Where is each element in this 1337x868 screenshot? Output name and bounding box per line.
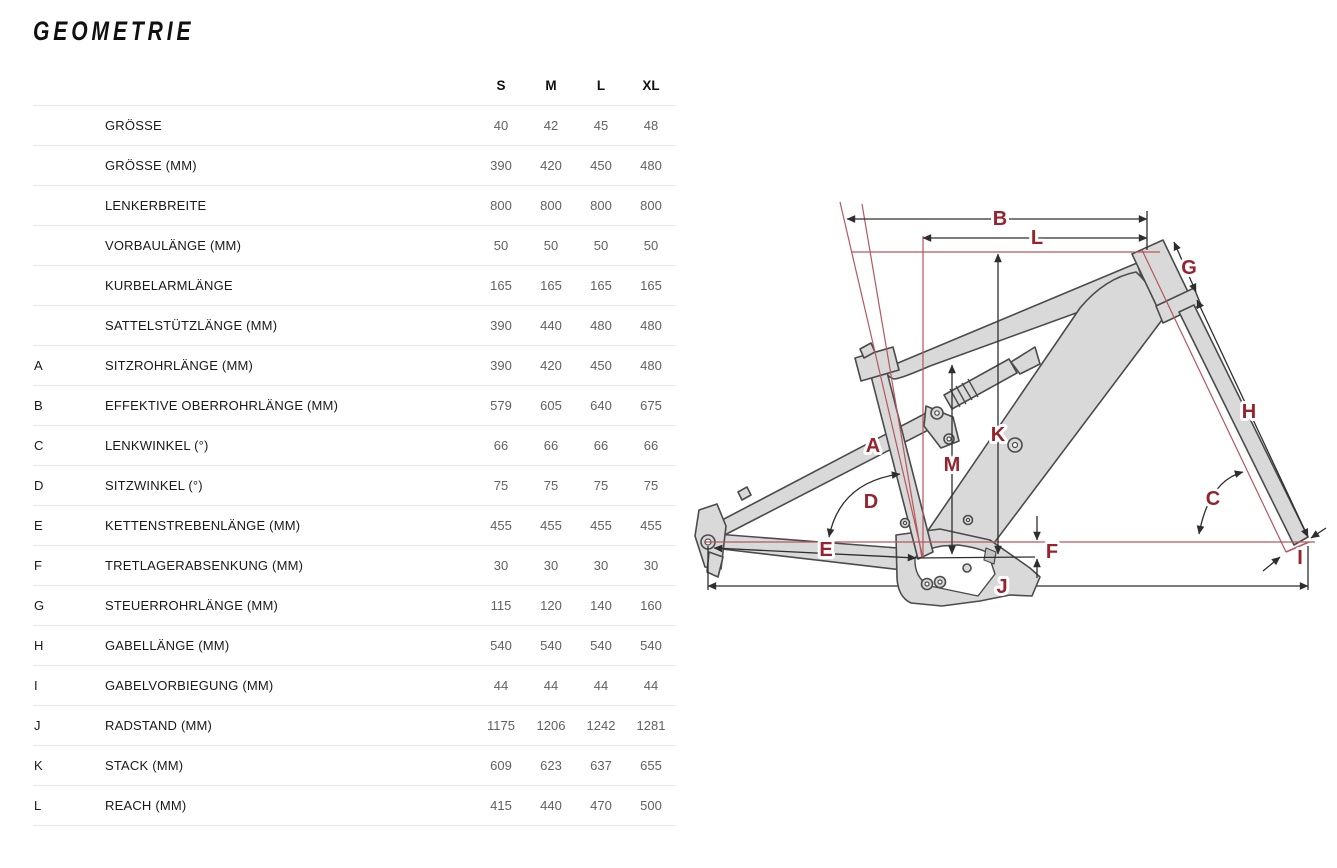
row-letter: H [34,638,44,653]
row-value-xl: 48 [643,118,659,133]
row-value-m: 440 [540,318,562,333]
row-label: LENKWINKEL (°) [105,438,209,453]
row-value-m: 120 [540,598,562,613]
diagram-label-B: B [992,208,1008,230]
row-value-s: 165 [490,278,512,293]
row-letter: J [34,718,41,733]
row-value-m: 1206 [536,718,566,733]
row-value-xl: 1281 [636,718,666,733]
row-letter: K [34,758,43,773]
header-size-s: S [496,77,506,93]
row-letter: A [34,358,43,373]
row-value-s: 1175 [487,718,515,733]
table-row [33,266,676,306]
dim-leader-I-upper [1311,528,1326,538]
row-letter: F [34,558,42,573]
row-value-l: 1242 [586,718,616,733]
diagram-label-C: C [1205,488,1221,510]
diagram-label-J: J [996,576,1008,598]
row-label: GRÖSSE (MM) [105,158,197,173]
table-row [33,306,676,346]
row-value-xl: 800 [640,198,662,213]
row-value-l: 450 [590,358,612,373]
row-label: RADSTAND (MM) [105,718,213,733]
row-value-xl: 675 [640,398,662,413]
row-value-xl: 480 [640,318,662,333]
header-size-m: M [545,77,557,93]
table-row [33,666,676,706]
table-row [33,466,676,506]
diagram-label-H: H [1241,401,1257,423]
row-value-l: 44 [593,678,609,693]
row-value-xl: 30 [643,558,659,573]
row-value-m: 420 [540,358,562,373]
row-label: EFFEKTIVE OBERROHRLÄNGE (MM) [105,398,339,413]
diagram-label-F: F [1045,541,1059,563]
row-value-s: 415 [490,798,512,813]
row-value-l: 640 [590,398,612,413]
row-letter: L [34,798,42,813]
row-letter: C [34,438,44,453]
row-value-xl: 500 [640,798,662,813]
row-value-m: 605 [540,398,562,413]
diagram-label-A: A [865,435,881,457]
row-value-s: 609 [490,758,512,773]
row-value-m: 540 [540,638,562,653]
table-header-row [33,65,676,106]
row-value-s: 800 [490,198,512,213]
row-label: VORBAULÄNGE (MM) [105,238,242,253]
row-value-l: 480 [590,318,612,333]
row-value-m: 42 [543,118,559,133]
table-row [33,386,676,426]
motor-bottom-bolt-2-center [938,580,942,584]
table-row [33,146,676,186]
row-value-l: 800 [590,198,612,213]
geometry-table [33,65,676,826]
diagram-label-I: I [1297,547,1303,569]
row-letter: B [34,398,43,413]
row-label: LENKERBREITE [105,198,207,213]
row-value-m: 75 [543,478,559,493]
rocker-bolt-center [935,411,939,415]
header-size-xl: XL [642,77,660,93]
row-value-m: 165 [540,278,562,293]
row-value-s: 66 [493,438,509,453]
rocker-bolt-2-center [947,437,951,441]
table-row [33,346,676,386]
diagram-label-L: L [1030,227,1044,249]
row-value-l: 140 [590,598,612,613]
row-value-m: 800 [540,198,562,213]
row-value-m: 30 [543,558,559,573]
row-value-l: 30 [593,558,609,573]
row-value-m: 66 [543,438,559,453]
row-value-m: 44 [543,678,559,693]
row-label: STEUERROHRLÄNGE (MM) [105,598,279,613]
header-size-l: L [596,77,606,93]
row-label: GABELVORBIEGUNG (MM) [105,678,274,693]
motor-bolt [963,564,971,572]
derailleur-hanger [707,552,723,577]
motor-bottom-bolt-center [925,582,929,586]
row-label: GRÖSSE [105,118,162,133]
row-label: SITZROHRLÄNGE (MM) [105,358,254,373]
row-label: TRETLAGERABSENKUNG (MM) [105,558,304,573]
table-row [33,506,676,546]
row-value-l: 45 [593,118,609,133]
table-row [33,226,676,266]
row-value-xl: 75 [643,478,659,493]
ref-line-seat-tube-axis [840,202,923,558]
row-value-m: 50 [543,238,559,253]
row-label: REACH (MM) [105,798,187,813]
row-label: GABELLÄNGE (MM) [105,638,230,653]
motor-pivot-bolt-2-center [966,518,969,521]
row-value-s: 30 [493,558,509,573]
table-row [33,186,676,226]
chainstay-tube [703,533,902,570]
row-value-s: 115 [490,598,512,613]
table-row [33,586,676,626]
row-value-s: 44 [493,678,509,693]
bike-geometry-diagram [690,180,1337,630]
row-value-xl: 66 [643,438,659,453]
row-value-xl: 480 [640,358,662,373]
row-value-m: 440 [540,798,562,813]
table-row [33,746,676,786]
row-label: SATTELSTÜTZLÄNGE (MM) [105,318,278,333]
table-row [33,106,676,146]
diagram-label-G: G [1181,257,1197,279]
row-value-xl: 480 [640,158,662,173]
page-title: GEOMETRIE [33,16,195,46]
row-value-xl: 455 [640,518,662,533]
table-row [33,786,676,826]
row-value-l: 50 [593,238,609,253]
row-value-l: 75 [593,478,609,493]
table-row [33,626,676,666]
row-value-s: 540 [490,638,512,653]
row-value-l: 540 [590,638,612,653]
diagram-label-M: M [943,454,961,476]
row-value-m: 420 [540,158,562,173]
row-value-xl: 44 [643,678,659,693]
row-value-s: 390 [490,358,512,373]
row-value-xl: 655 [640,758,662,773]
row-value-l: 455 [590,518,612,533]
table-row [33,426,676,466]
row-value-s: 390 [490,318,512,333]
row-value-m: 623 [540,758,562,773]
dim-leader-I-lower [1263,557,1280,571]
diagram-label-K: K [990,424,1006,446]
row-value-s: 40 [493,118,509,133]
row-letter: D [34,478,44,493]
row-value-l: 165 [590,278,612,293]
row-value-s: 579 [490,398,512,413]
diagram-label-E: E [819,539,833,561]
row-label: KETTENSTREBENLÄNGE (MM) [105,518,301,533]
rear-shock-body [944,359,1017,409]
row-letter: G [34,598,45,613]
fork-leg [1179,305,1308,545]
row-value-l: 637 [590,758,612,773]
row-value-s: 50 [493,238,509,253]
table-row [33,706,676,746]
motor-pivot-bolt-center [903,521,906,524]
row-value-l: 66 [593,438,609,453]
down-tube-bolt-center [1013,443,1018,448]
row-label: KURBELARMLÄNGE [105,278,233,293]
row-letter: E [34,518,43,533]
row-letter: I [34,678,38,693]
seatstay-tab [738,487,751,500]
row-value-xl: 160 [640,598,662,613]
diagram-label-D: D [863,491,879,513]
table-row [33,546,676,586]
row-label: STACK (MM) [105,758,184,773]
row-value-xl: 50 [643,238,659,253]
row-value-s: 455 [490,518,512,533]
row-value-xl: 165 [640,278,662,293]
row-value-l: 470 [590,798,612,813]
row-value-s: 75 [493,478,509,493]
row-value-m: 455 [540,518,562,533]
table-body [33,106,676,826]
row-value-l: 450 [590,158,612,173]
row-label: SITZWINKEL (°) [105,478,203,493]
row-value-xl: 540 [640,638,662,653]
row-value-s: 390 [490,158,512,173]
